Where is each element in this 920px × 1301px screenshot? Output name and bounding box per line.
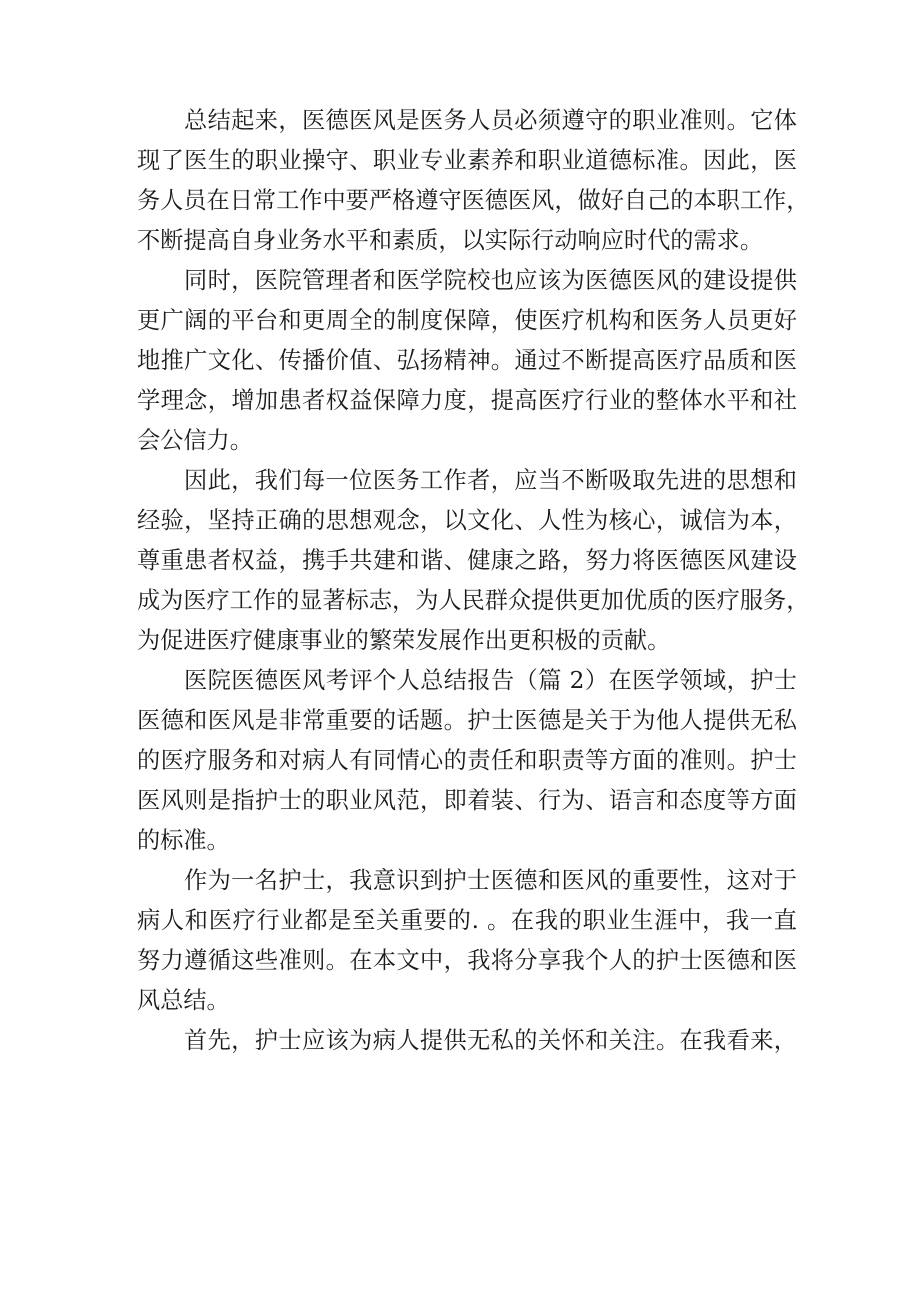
paragraph-2-line-1: 同时，医院管理者和医学院校也应该为医德医风的建设提供	[184, 267, 797, 294]
paragraph-5-line-2: 病人和医疗行业都是至关重要的. 。在我的职业生涯中，我一直	[137, 907, 797, 934]
paragraph-4-line-3: 的医疗服务和对病人有同情心的责任和职责等方面的准则。护士	[137, 747, 797, 774]
paragraph-5-line-3: 努力遵循这些准则。在本文中，我将分享我个人的护士医德和医	[137, 947, 797, 974]
paragraph-3-line-3: 尊重患者权益，携手共建和谐、健康之路，努力将医德医风建设	[137, 547, 797, 574]
paragraph-3-line-4: 成为医疗工作的显著标志，为人民群众提供更加优质的医疗服务，	[137, 587, 810, 614]
paragraph-6-line-1: 首先，护士应该为病人提供无私的关怀和关注。在我看来，	[184, 1027, 797, 1054]
paragraph-5-line-1: 作为一名护士，我意识到护士医德和医风的重要性，这对于	[184, 867, 797, 894]
paragraph-3-line-5: 为促进医疗健康事业的繁荣发展作出更积极的贡献。	[137, 627, 671, 654]
paragraph-2-line-3: 地推广文化、传播价值、弘扬精神。通过不断提高医疗品质和医	[137, 347, 797, 374]
paragraph-1-line-2: 现了医生的职业操守、职业专业素养和职业道德标准。因此，医	[137, 147, 797, 174]
paragraph-2-line-2: 更广阔的平台和更周全的制度保障，使医疗机构和医务人员更好	[137, 307, 797, 334]
paragraph-4-line-5: 的标准。	[137, 827, 230, 854]
paragraph-2-line-4: 学理念，增加患者权益保障力度，提高医疗行业的整体水平和社	[137, 387, 797, 414]
document-page	[137, 101, 810, 1061]
paragraph-4-line-2: 医德和医风是非常重要的话题。护士医德是关于为他人提供无私	[137, 707, 797, 734]
paragraph-1-line-1: 总结起来，医德医风是医务人员必须遵守的职业准则。它体	[184, 107, 797, 134]
paragraph-4-line-4: 医风则是指护士的职业风范，即着装、行为、语言和态度等方面	[137, 787, 797, 814]
paragraph-1-line-3: 务人员在日常工作中要严格遵守医德医风，做好自己的本职工作，	[137, 187, 810, 214]
paragraph-3-line-2: 经验，坚持正确的思想观念，以文化、人性为核心，诚信为本，	[137, 507, 797, 534]
paragraph-3-line-1: 因此，我们每一位医务工作者，应当不断吸取先进的思想和	[184, 467, 797, 494]
paragraph-5-line-4: 风总结。	[137, 987, 230, 1014]
paragraph-4-line-1: 医院医德医风考评个人总结报告（篇 2）在医学领域，护士	[184, 667, 797, 694]
paragraph-1-line-4: 不断提高自身业务水平和素质，以实际行动响应时代的需求。	[137, 227, 764, 254]
paragraph-2-line-5: 会公信力。	[137, 427, 253, 454]
